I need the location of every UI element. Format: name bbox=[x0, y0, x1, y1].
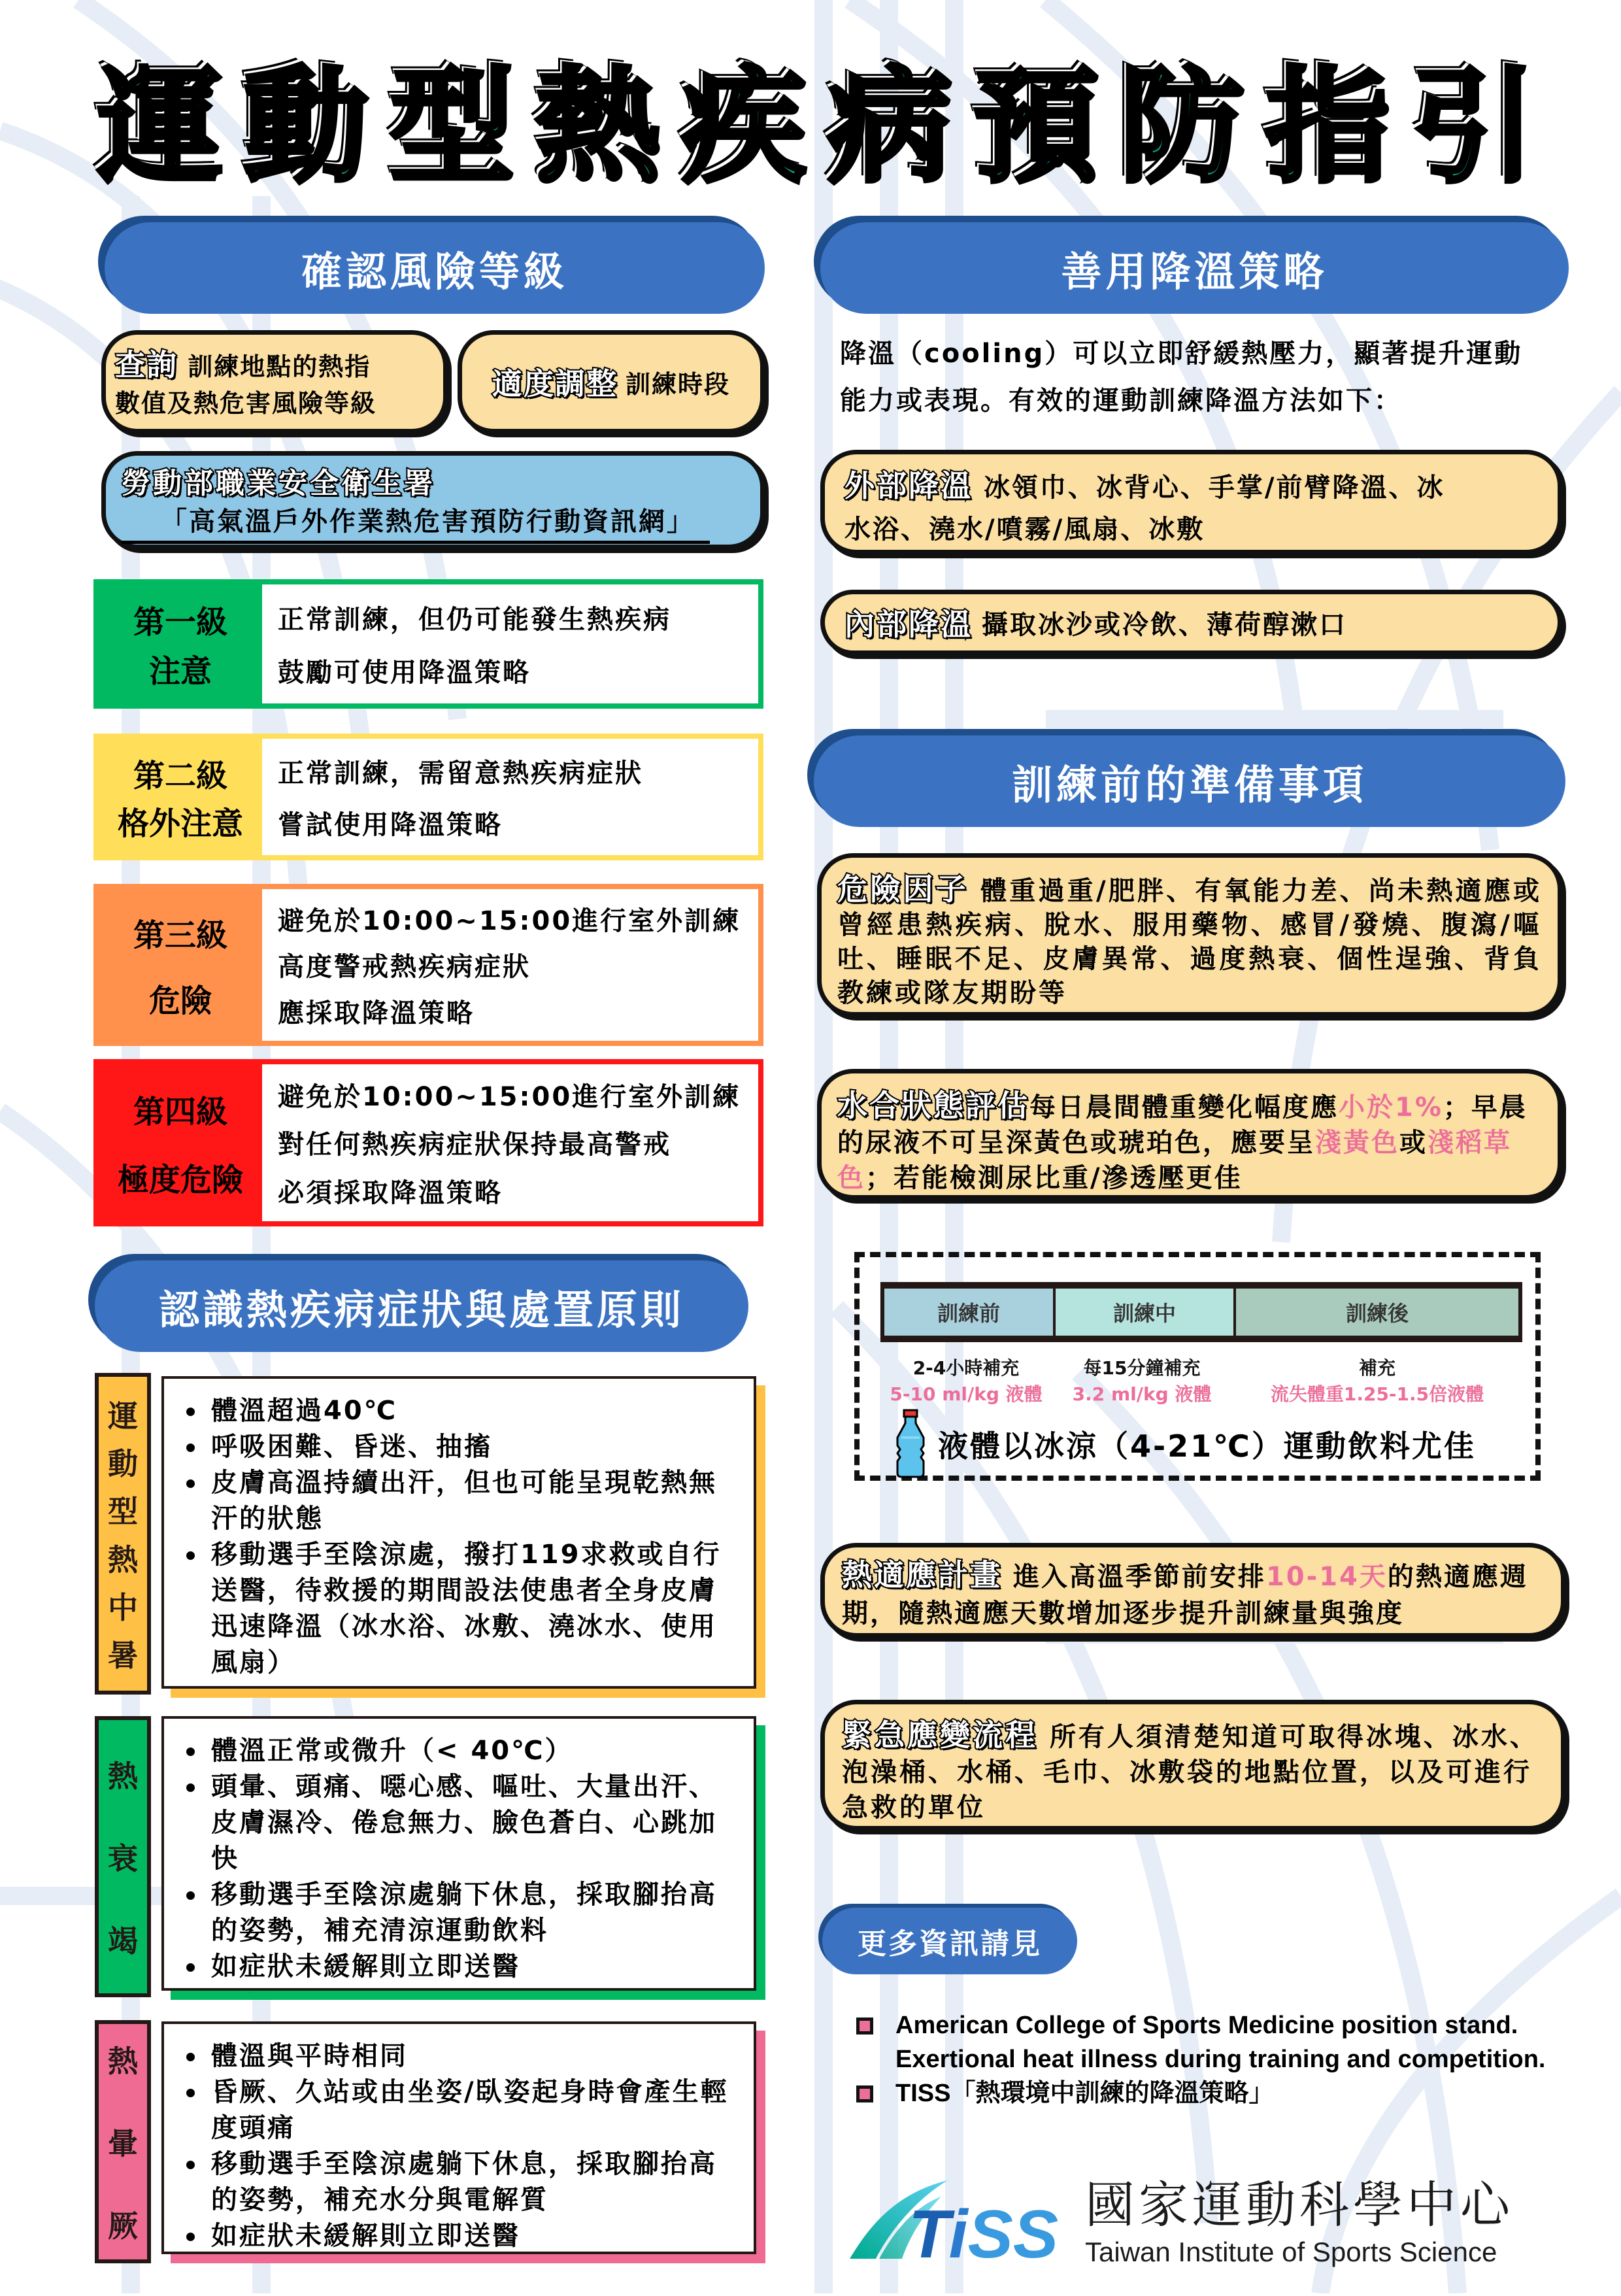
risk-level-1 bbox=[93, 579, 763, 709]
hydration-text: 或 bbox=[1399, 1128, 1428, 1158]
cooling-intro-line: 降溫（cooling）可以立即舒緩熱壓力，顯著提升運動 bbox=[840, 339, 1523, 369]
cooling-intro-line: 能力或表現。有效的運動訓練降溫方法如下： bbox=[840, 386, 1402, 416]
level-3-line: 高度警戒熱疾病症狀 bbox=[278, 952, 531, 983]
heat-acclimatization-box bbox=[820, 1543, 1565, 1638]
hydration-text: 每日晨間體重變化幅度應 bbox=[1029, 1092, 1339, 1123]
adjust-training-time-box bbox=[458, 330, 765, 433]
query-text-2: 數值及熱危害風險等級 bbox=[115, 389, 377, 418]
level-1-line: 正常訓練，但仍可能發生熱疾病 bbox=[278, 605, 671, 635]
level-3-line: 應採取降溫策略 bbox=[278, 998, 475, 1029]
symptom-item: 昏厥、久站或由坐姿/臥姿起身時會產生輕度頭痛 bbox=[184, 2074, 739, 2146]
after-amount bbox=[1232, 1355, 1522, 1408]
title-char: 引 bbox=[1411, 55, 1536, 199]
cooling-intro bbox=[840, 330, 1572, 424]
level-3-description bbox=[262, 889, 758, 1041]
external-cooling-box bbox=[820, 450, 1562, 554]
title-char: 疾 bbox=[682, 55, 807, 199]
symptom-item: 體溫正常或微升（< 40℃） bbox=[184, 1733, 739, 1769]
reference-text: TISS「熱環境中訓練的降溫策略」 bbox=[895, 2080, 1274, 2107]
amount-timing: 2-4小時補充 bbox=[912, 1357, 1020, 1379]
heat-exhaustion-symptoms bbox=[161, 1716, 756, 1991]
page-title bbox=[98, 56, 1536, 199]
symptom-item: 體溫超過40℃ bbox=[184, 1393, 739, 1429]
internal-cooling-label: 內部降溫 bbox=[844, 607, 973, 642]
level-3-line: 避免於10:00~15:00進行室外訓練 bbox=[278, 905, 741, 936]
reference-text: Exertional heat illness during training and competition. bbox=[895, 2046, 1546, 2073]
risk-level-2 bbox=[93, 734, 763, 860]
adjust-text: 訓練時段 bbox=[625, 369, 730, 399]
heat-syncope-tag bbox=[95, 2020, 151, 2263]
reference-tiss[interactable] bbox=[856, 2076, 1588, 2110]
level-2-description bbox=[262, 739, 758, 855]
tag-char: 暑 bbox=[108, 1638, 138, 1674]
tag-char: 熱 bbox=[108, 1542, 138, 1578]
level-3-tag bbox=[99, 889, 262, 1041]
tag-char: 中 bbox=[108, 1589, 138, 1625]
phase-before: 訓練前 bbox=[884, 1289, 1056, 1336]
level-1-tag bbox=[99, 584, 262, 703]
cold-drink-note-text: 液體以冰涼（4-21℃）運動飲料尤佳 bbox=[938, 1428, 1476, 1464]
amount-timing: 每15分鐘補充 bbox=[1083, 1357, 1201, 1379]
tag-char: 熱 bbox=[108, 2044, 138, 2079]
level-2-line: 正常訓練，需留意熱疾病症狀 bbox=[278, 758, 643, 788]
hydration-phase-header bbox=[880, 1282, 1522, 1342]
level-4-tag bbox=[99, 1064, 262, 1221]
hydration-amounts bbox=[880, 1355, 1522, 1408]
title-char: 防 bbox=[1120, 55, 1245, 199]
risk-header-text: 確認風險等級 bbox=[301, 247, 568, 295]
risk-level-4 bbox=[93, 1059, 763, 1226]
tag-char: 型 bbox=[108, 1494, 138, 1530]
tiss-logo-mark-icon bbox=[843, 2167, 1078, 2265]
amount-volume: 流失體重1.25-1.5倍液體 bbox=[1270, 1383, 1484, 1405]
tag-char: 運 bbox=[108, 1398, 138, 1434]
symptom-item: 如症狀未緩解則立即送醫 bbox=[184, 1949, 739, 1985]
square-bullet-icon bbox=[856, 2017, 873, 2034]
query-text-1: 訓練地點的熱指 bbox=[188, 352, 371, 381]
symptom-item: 移動選手至陰涼處躺下休息，採取腳抬高的姿勢，補充清涼運動飲料 bbox=[184, 1877, 739, 1949]
symptom-item: 如症狀未緩解則立即送醫 bbox=[184, 2218, 739, 2254]
reference-list bbox=[856, 2008, 1588, 2110]
title-char: 型 bbox=[390, 55, 514, 199]
symptoms-header-text: 認識熱疾病症狀與處置原則 bbox=[158, 1285, 684, 1334]
preparation-section-header bbox=[814, 735, 1565, 827]
internal-cooling-text: 攝取冰沙或冷飲、薄荷醇漱口 bbox=[982, 609, 1347, 640]
phase-during: 訓練中 bbox=[1056, 1289, 1236, 1336]
reference-acsm[interactable] bbox=[856, 2008, 1588, 2076]
level-4-description bbox=[262, 1064, 758, 1221]
level-4-name: 極度危險 bbox=[117, 1161, 243, 1198]
risk-factors-text: 體重過重/肥胖、有氧能力差、尚未熱適應或曾經患熱疾病、脫水、服用藥物、感冒/發燒、腹瀉/嘔吐、睡眠不足、皮膚異常、過度熱衰、個性逞強、背負教練或隊友期盼等 bbox=[837, 876, 1543, 1008]
level-1-line: 鼓勵可使用降溫策略 bbox=[278, 658, 531, 688]
during-amount bbox=[1052, 1355, 1232, 1408]
heat-exhaustion-tag bbox=[95, 1716, 151, 1997]
level-1-number: 第一級 bbox=[133, 604, 227, 641]
tag-char: 熱 bbox=[108, 1759, 138, 1794]
title-char: 預 bbox=[973, 55, 1098, 199]
tag-char: 衰 bbox=[108, 1841, 138, 1876]
adjust-label: 適度調整 bbox=[492, 366, 618, 401]
hydration-assessment-box bbox=[817, 1069, 1562, 1200]
level-3-number: 第三級 bbox=[133, 917, 227, 954]
symptom-item: 移動選手至陰涼處躺下休息，採取腳抬高的姿勢，補充水分與電解質 bbox=[184, 2146, 739, 2218]
tiss-logo bbox=[843, 2164, 1562, 2269]
level-4-line: 對任何熱疾病症狀保持最高警戒 bbox=[278, 1130, 671, 1160]
tiss-mark-text: TiSS bbox=[909, 2197, 1059, 2265]
title-char: 熱 bbox=[535, 55, 660, 199]
tag-char: 竭 bbox=[108, 1923, 138, 1959]
level-4-number: 第四級 bbox=[133, 1093, 227, 1130]
query-heat-index-box bbox=[101, 330, 448, 433]
symptom-item: 移動選手至陰涼處，撥打119求救或自行送醫，待救援的期間設法使患者全身皮膚迅速降溫（冰水浴、冰敷、澆冰水、使用風扇） bbox=[184, 1537, 739, 1681]
acclimatization-label: 熱適應計畫 bbox=[842, 1557, 1002, 1593]
acclimatization-text: 的熱適應週期，隨熱適應天數增加逐步提升訓練量與強度 bbox=[842, 1562, 1528, 1629]
preparation-header-text: 訓練前的準備事項 bbox=[1011, 760, 1367, 809]
cold-drink-note bbox=[892, 1409, 1476, 1479]
level-1-name: 注意 bbox=[148, 653, 212, 690]
external-cooling-label: 外部降溫 bbox=[844, 468, 973, 503]
hydration-text: ；早晨的尿液不可呈深黃色或琥珀色，應要呈 bbox=[837, 1092, 1528, 1158]
institute-name-cn: 國家運動科學中心 bbox=[1085, 2175, 1514, 2234]
query-label: 查詢 bbox=[115, 347, 178, 382]
before-amount bbox=[880, 1355, 1052, 1408]
level-2-line: 嘗試使用降溫策略 bbox=[278, 810, 503, 840]
title-char: 病 bbox=[827, 55, 952, 199]
level-4-line: 必須採取降溫策略 bbox=[278, 1177, 503, 1208]
amount-volume: 5-10 ml/kg 液體 bbox=[890, 1383, 1043, 1405]
title-char: 動 bbox=[244, 55, 369, 199]
amount-volume: 3.2 ml/kg 液體 bbox=[1072, 1383, 1212, 1405]
hydration-assessment-label: 水合狀態評估 bbox=[837, 1088, 1029, 1123]
symptom-item: 皮膚高溫持續出汗，但也可能呈現乾熱無汗的狀態 bbox=[184, 1465, 739, 1537]
level-2-tag bbox=[99, 739, 262, 855]
hydration-highlight: 小於1% bbox=[1339, 1092, 1443, 1123]
heat-syncope-symptoms bbox=[161, 2021, 756, 2254]
more-info-header-text: 更多資訊請見 bbox=[858, 1927, 1042, 1961]
cooling-section-header bbox=[820, 222, 1569, 314]
level-4-line: 避免於10:00~15:00進行室外訓練 bbox=[278, 1082, 741, 1113]
acclimatization-text: 進入高溫季節前安排 bbox=[1012, 1562, 1266, 1592]
hydration-text: ；若能檢測尿比重/滲透壓更佳 bbox=[865, 1163, 1243, 1193]
emergency-response-box bbox=[820, 1700, 1565, 1831]
reference-text: American College of Sports Medicine position stand. bbox=[895, 2012, 1518, 2039]
hydration-highlight: 淺黃色 bbox=[1315, 1128, 1399, 1158]
hydration-highlight: 淺稻草色 bbox=[837, 1128, 1512, 1193]
risk-level-3 bbox=[93, 884, 763, 1046]
external-cooling-text: 水浴、澆水/噴霧/風扇、冰敷 bbox=[844, 515, 1205, 545]
acclimatization-highlight: 10-14天 bbox=[1265, 1562, 1388, 1592]
risk-factors-box bbox=[817, 853, 1562, 1017]
heat-hazard-website-link[interactable]: 「高氣溫戶外作業熱危害預防行動資訊網」 bbox=[122, 503, 710, 544]
tag-char: 動 bbox=[108, 1445, 138, 1481]
water-bottle-icon bbox=[892, 1409, 929, 1479]
heat-stroke-tag bbox=[95, 1373, 151, 1695]
cooling-header-text: 善用降溫策略 bbox=[1061, 247, 1328, 295]
emergency-text: 所有人須清楚知道可取得冰塊、冰水、泡澡桶、水桶、毛巾、冰敷袋的地點位置，以及可進行急救的單位 bbox=[842, 1722, 1539, 1823]
title-char: 指 bbox=[1265, 55, 1390, 199]
internal-cooling-box bbox=[820, 590, 1562, 655]
tag-char: 厥 bbox=[108, 2208, 138, 2244]
institute-name bbox=[1085, 2165, 1514, 2268]
level-2-name: 格外注意 bbox=[117, 805, 243, 842]
risk-factors-label: 危險因子 bbox=[837, 871, 969, 907]
symptom-item: 呼吸困難、昏迷、抽搐 bbox=[184, 1429, 739, 1465]
labor-ministry-name: 勞動部職業安全衛生署 bbox=[122, 467, 435, 500]
square-bullet-icon bbox=[856, 2085, 873, 2102]
hydration-guide-box bbox=[854, 1252, 1541, 1481]
amount-timing: 補充 bbox=[1358, 1357, 1395, 1379]
symptom-item: 頭暈、頭痛、噁心感、嘔吐、大量出汗、皮膚濕冷、倦怠無力、臉色蒼白、心跳加快 bbox=[184, 1769, 739, 1877]
emergency-label: 緊急應變流程 bbox=[842, 1717, 1038, 1753]
level-2-number: 第二級 bbox=[133, 758, 227, 794]
external-cooling-text: 冰領巾、冰背心、手掌/前臂降溫、冰 bbox=[983, 473, 1445, 503]
heat-stroke-symptoms bbox=[161, 1376, 756, 1689]
labor-ministry-link-box[interactable] bbox=[101, 451, 765, 549]
institute-name-en: Taiwan Institute of Sports Science bbox=[1085, 2236, 1497, 2267]
symptom-item: 體溫與平時相同 bbox=[184, 2038, 739, 2074]
phase-after: 訓練後 bbox=[1236, 1289, 1518, 1336]
risk-section-header bbox=[105, 222, 765, 314]
more-info-header bbox=[822, 1908, 1077, 1974]
tag-char: 暈 bbox=[108, 2126, 138, 2161]
level-1-description bbox=[262, 584, 758, 703]
symptoms-section-header bbox=[95, 1260, 748, 1352]
level-3-name: 危險 bbox=[148, 982, 212, 1019]
title-char: 運 bbox=[98, 55, 223, 199]
